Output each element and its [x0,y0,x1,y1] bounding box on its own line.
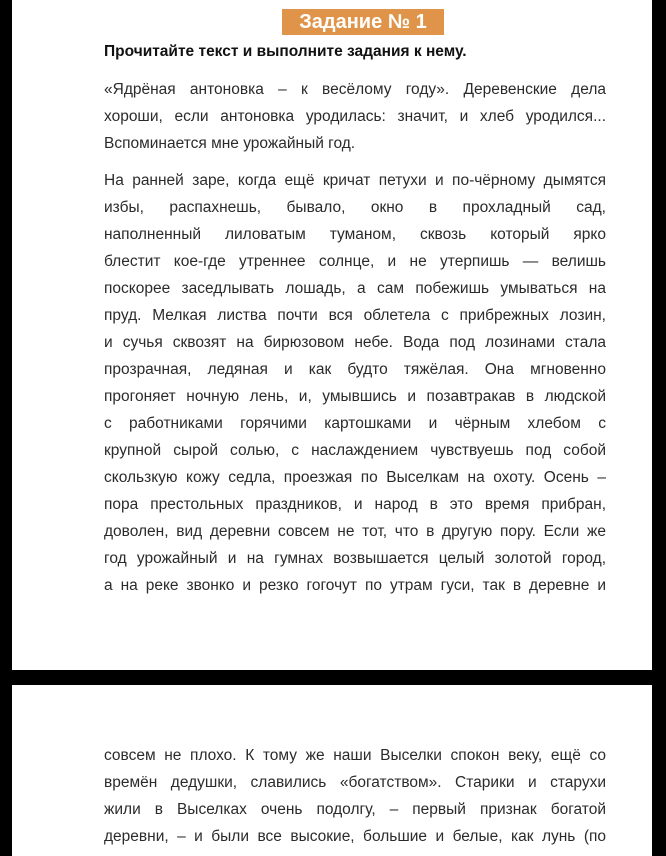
text-line: крупной сырой солью, с наслаждением чувствуешь под собой [104,442,606,459]
text-line: пруд. Мелкая листва почти вся облетела с прибрежных лозин, [104,307,606,324]
paragraph-2 [104,167,606,599]
text-line: с работниками горячими картошками и чёрным хлебом с [104,415,606,432]
text-line: деревни, – и были все высокие, большие и белые, как лунь (по [104,828,606,845]
text-line: жили в Выселках очень подолгу, – первый признак богатой [104,801,606,818]
text-line: пора престольных праздников, и народ в это время прибран, [104,496,606,513]
text-line: прозрачная, ледяная и как будто тяжёлая. Она мгновенно [104,361,606,378]
text-line: хороши, если антоновка уродилась: значит, и хлеб уродился... [104,108,606,125]
text-line: наполненный лиловатым туманом, сквозь который ярко [104,226,606,243]
text-line: времён дедушки, славились «богатством». Старики и старухи [104,774,606,791]
text-line: «Ядрёная антоновка – к весёлому году». Деревенские дела [104,81,606,98]
text-line: прогоняет ночную лень, и, умывшись и позавтракав в людской [104,388,606,405]
paragraph-1 [104,76,606,157]
text-line: совсем не плохо. К тому же наши Выселки спокон веку, ещё со [104,747,606,764]
text-line: доволен, вид деревни совсем не тот, что в другую пору. Если же [104,523,606,540]
text-line: избы, распахнешь, бывало, окно в прохладный сад, [104,199,606,216]
instruction-text: Прочитайте текст и выполните задания к нему. [104,43,467,60]
task-title-badge: Задание № 1 [282,9,444,35]
page-1 [12,0,652,670]
text-line: а на реке звонко и резко гогочут по утрам гуси, так в деревне и [104,577,606,594]
text-line: год урожайный и на гумнах возвышается целый золотой город, [104,550,606,567]
text-line: Вспоминается мне урожайный год. [104,135,356,152]
paragraph-continued [104,742,606,850]
text-line: поскорее заседлывать лошадь, а сам побежишь умываться на [104,280,606,297]
text-line: блестит кое-где утреннее солнце, и не утерпишь — велишь [104,253,606,270]
text-line: На ранней заре, когда ещё кричат петухи и по-чёрному дымятся [104,172,606,189]
text-line: скользкую кожу седла, проезжая по Выселкам на охоту. Осень – [104,469,606,486]
page-2 [12,685,652,856]
text-line: и сучья сквозят на бирюзовом небе. Вода под лозинами стала [104,334,606,351]
